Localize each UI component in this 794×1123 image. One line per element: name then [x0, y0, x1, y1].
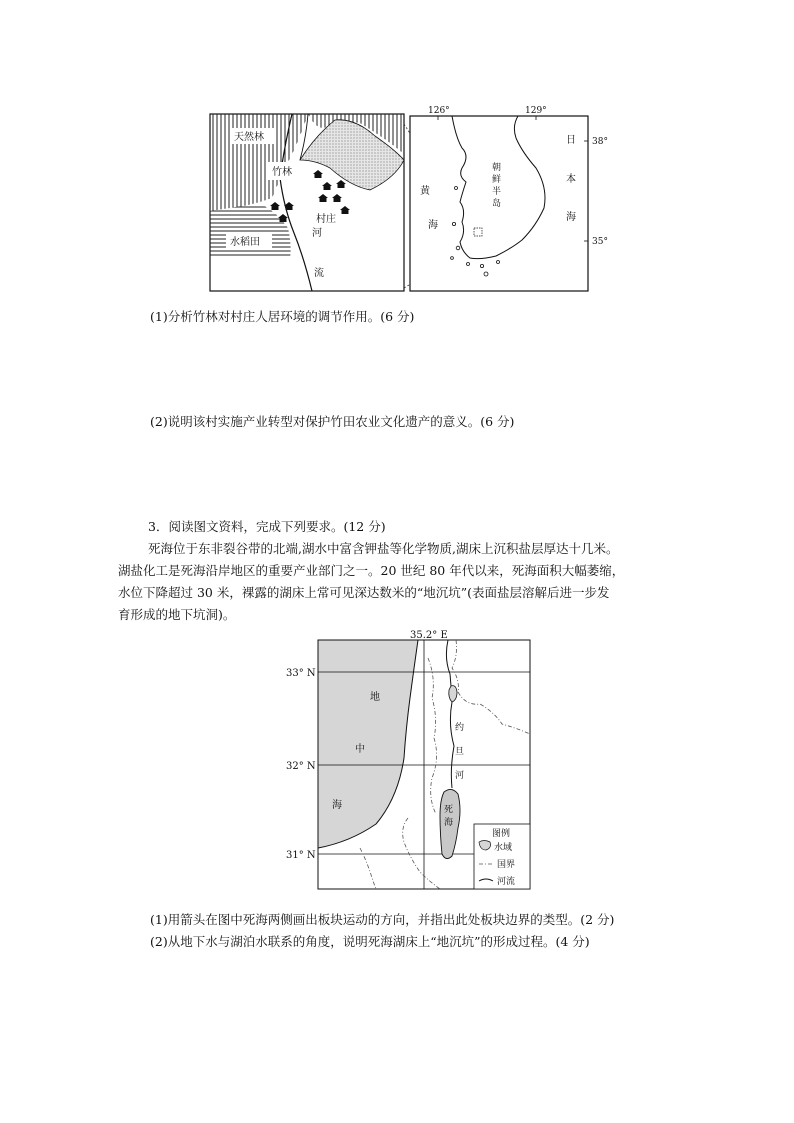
- yellow-sea-2: 海: [428, 220, 438, 231]
- yellow-sea-1: 黄: [420, 186, 430, 197]
- peninsula-2: 鲜: [492, 175, 502, 185]
- dead-sea-map: [280, 628, 540, 894]
- japan-sea-1: 日: [566, 135, 576, 146]
- jordan-1: 约: [455, 723, 465, 733]
- legend-water: 水域: [494, 843, 513, 853]
- q3-title: 3．阅读图文资料，完成下列要求。(12 分): [148, 519, 386, 534]
- q3-para-line2: 湖盐化工是死海沿岸地区的重要产业部门之一。20 世纪 80 年代以来，死海面积大幅萎缩，: [118, 563, 625, 578]
- lat-33: 33° N: [286, 668, 316, 679]
- lat-38: 38°: [592, 137, 608, 147]
- lat-31: 31° N: [286, 850, 316, 861]
- label-bamboo: 竹林: [272, 167, 292, 178]
- legend-river: 河流: [497, 877, 516, 887]
- label-village: 村庄: [316, 214, 336, 225]
- jordan-3: 河: [455, 771, 465, 781]
- lon-129: 129°: [525, 106, 547, 116]
- lon-126: 126°: [428, 106, 450, 116]
- q2-sub2: (2)说明该村实施产业转型对保护竹田农业文化遗产的意义。(6 分): [150, 414, 515, 429]
- jordan-2: 旦: [455, 747, 465, 757]
- med-3: 海: [332, 800, 342, 811]
- bamboo-village-figure: [200, 98, 620, 298]
- japan-sea-3: 海: [566, 212, 576, 223]
- legend-border: 国界: [497, 860, 516, 870]
- q3-para-line3: 水位下降超过 30 米，裸露的湖床上常可见深达数米的“地沉坑”(表面盐层溶解后进一步发: [118, 585, 610, 600]
- peninsula-3: 半: [492, 187, 502, 197]
- japan-sea-2: 本: [566, 174, 576, 185]
- peninsula-4: 岛: [492, 199, 502, 209]
- q3-para-line4: 育形成的地下坑洞)。: [118, 607, 236, 622]
- lon-35-2: 35.2° E: [410, 630, 448, 641]
- label-river-he: 河: [312, 228, 322, 239]
- q3-sub2: (2)从地下水与湖泊水联系的角度，说明死海湖床上“地沉坑”的形成过程。(4 分): [150, 934, 590, 949]
- dead-sea-2: 海: [444, 818, 454, 828]
- lat-32: 32° N: [286, 761, 316, 772]
- label-natural-forest: 天然林: [234, 132, 264, 143]
- peninsula-1: 朝: [492, 163, 502, 173]
- label-paddy: 水稻田: [230, 237, 260, 248]
- q3-sub1: (1)用箭头在图中死海两侧画出板块运动的方向，并指出此处板块边界的类型。(2 分): [150, 912, 615, 927]
- lat-35: 35°: [592, 237, 608, 247]
- q2-sub1: (1)分析竹林对村庄人居环境的调节作用。(6 分): [150, 309, 415, 324]
- q3-para-line1: 死海位于东非裂谷带的北端,湖水中富含钾盐等化学物质,湖床上沉积盐层厚达十几米。: [148, 541, 619, 556]
- med-2: 中: [355, 744, 365, 755]
- label-river-liu: 流: [314, 268, 324, 279]
- legend-title: 图例: [492, 829, 511, 839]
- dead-sea-1: 死: [444, 805, 454, 815]
- med-1: 地: [370, 692, 380, 703]
